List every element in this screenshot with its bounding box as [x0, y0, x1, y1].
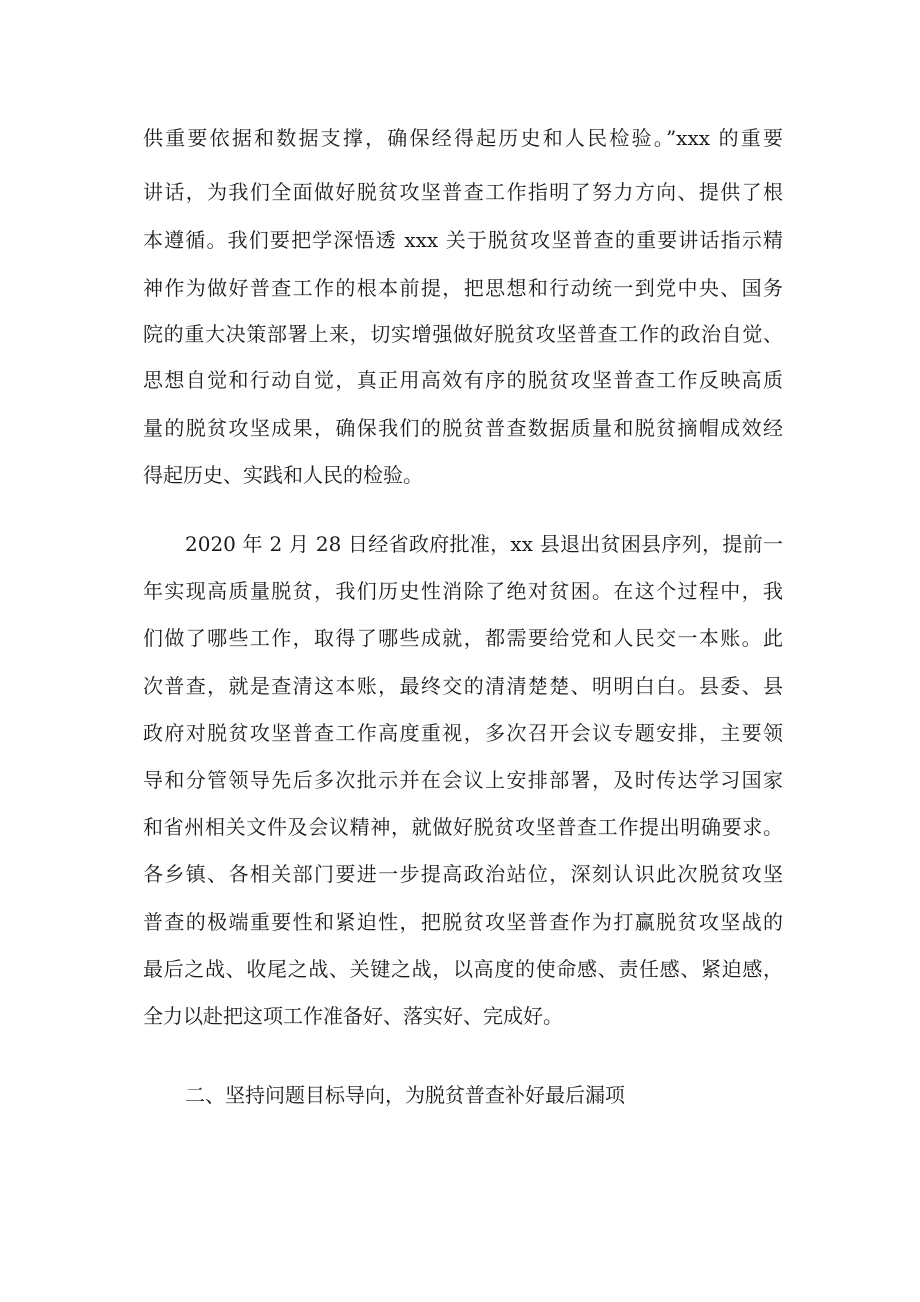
paragraph-1-line-5: 院的重大决策部署上来，切实增强做好脱贫攻坚普查工作的政治自觉、 [143, 322, 783, 346]
paragraph-2-line-1: 2020 年 2 月 28 日经省政府批准，xx 县退出贫困县序列，提前一 [185, 532, 783, 556]
paragraph-2-line-9: 普查的极端重要性和紧迫性，把脱贫攻坚普查作为打赢脱贫攻坚战的 [143, 910, 783, 934]
paragraph-2-line-4: 次普查，就是查清这本账，最终交的清清楚楚、明明白白。县委、县 [143, 674, 783, 698]
paragraph-2-line-6: 导和分管领导先后多次批示并在会议上安排部署，及时传达学习国家 [143, 768, 783, 792]
section-heading: 二、坚持问题目标导向，为脱贫普查补好最后漏项 [185, 1083, 625, 1107]
paragraph-2-line-3: 们做了哪些工作，取得了哪些成就，都需要给党和人民交一本账。此 [143, 626, 783, 650]
paragraph-2-line-10: 最后之战、收尾之战、关键之战，以高度的使命感、责任感、紧迫感， [143, 957, 783, 981]
paragraph-1-line-2: 讲话，为我们全面做好脱贫攻坚普查工作指明了努力方向、提供了根 [143, 180, 783, 204]
paragraph-2-line-7: 和省州相关文件及会议精神，就做好脱贫攻坚普查工作提出明确要求。 [143, 815, 783, 839]
paragraph-2-line-11: 全力以赴把这项工作准备好、落实好、完成好。 [143, 1004, 563, 1028]
paragraph-1-line-4: 神作为做好普查工作的根本前提，把思想和行动统一到党中央、国务 [143, 276, 783, 300]
paragraph-1-line-8: 得起历史、实践和人民的检验。 [143, 463, 423, 487]
paragraph-2-line-8: 各乡镇、各相关部门要进一步提高政治站位，深刻认识此次脱贫攻坚 [143, 862, 783, 886]
paragraph-2-line-5: 政府对脱贫攻坚普查工作高度重视，多次召开会议专题安排，主要领 [143, 721, 783, 745]
paragraph-1-line-7: 量的脱贫攻坚成果，确保我们的脱贫普查数据质量和脱贫摘帽成效经 [143, 416, 783, 440]
paragraph-1-line-3: 本遵循。我们要把学深悟透 xxx 关于脱贫攻坚普查的重要讲话指示精 [143, 228, 783, 252]
paragraph-2-line-2: 年实现高质量脱贫，我们历史性消除了绝对贫困。在这个过程中，我 [143, 579, 783, 603]
paragraph-1-line-1: 供重要依据和数据支撑，确保经得起历史和人民检验。”xxx 的重要 [143, 126, 783, 150]
paragraph-1-line-6: 思想自觉和行动自觉，真正用高效有序的脱贫攻坚普查工作反映高质 [143, 368, 783, 392]
